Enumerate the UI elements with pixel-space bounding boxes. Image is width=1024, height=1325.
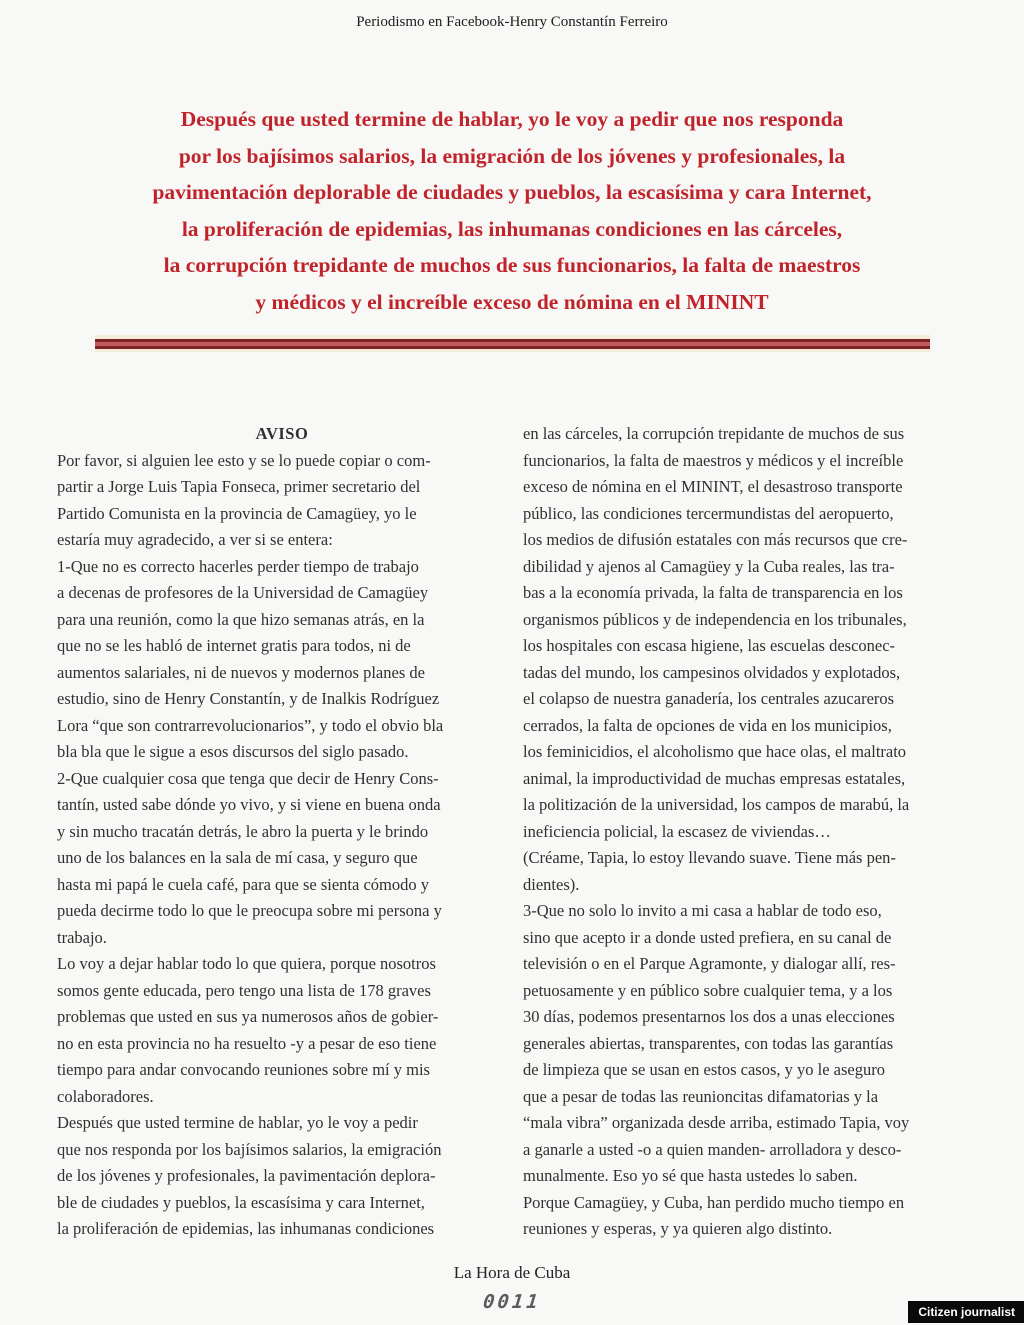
- text-line: 1-Que no es correcto hacerles perder tiempo de trabajo: [57, 556, 419, 576]
- text-line: munalmente. Eso yo sé que hasta ustedes lo saben.: [523, 1166, 858, 1185]
- text-line: estaría muy agradecido, a ver si se entera:: [57, 530, 333, 549]
- text-line: Después que usted termine de hablar, yo le voy a pedir: [57, 1113, 418, 1132]
- text-line: cerrados, la falta de opciones de vida en los municipios,: [523, 715, 892, 735]
- text-line: Por favor, si alguien lee esto y se lo puede copiar o com-: [57, 450, 431, 470]
- text-line: de los jóvenes y profesionales, la pavimentación deplora-: [57, 1166, 436, 1185]
- text-line: ineficiencia policial, la escasez de viviendas…: [523, 821, 831, 841]
- text-line: tiempo para andar convocando reuniones sobre mí y mis: [57, 1060, 430, 1079]
- text-line: televisión o en el Parque Agramonte, y dialogar allí, res-: [523, 954, 896, 973]
- left-column: [57, 421, 507, 1243]
- text-line: los medios de difusión estatales con más recursos que cre-: [523, 530, 908, 549]
- aviso-heading: AVISO: [255, 424, 309, 443]
- text-line: a ganarle a usted -o a quien manden- arrolladora y desco-: [523, 1139, 902, 1159]
- text-line: aumentos salariales, ni de nuevos y modernos planes de: [57, 662, 425, 682]
- text-line: para una reunión, como la que hizo semanas atrás, en la: [57, 609, 425, 629]
- headline-quote: [70, 101, 954, 320]
- text-line: problemas que usted en sus ya numerosos años de gobier-: [57, 1007, 439, 1026]
- text-line: sino que acepto ir a donde usted prefiera, en su canal de: [523, 927, 892, 947]
- left-column-text: [57, 448, 507, 1243]
- text-line: 2-Que cualquier cosa que tenga que decir de Henry Cons-: [57, 768, 439, 788]
- text-line: y sin mucho tracatán detrás, le abro la puerta y le brindo: [57, 821, 429, 841]
- text-line: que no se les habló de internet gratis para todos, ni de: [57, 636, 411, 655]
- text-line: (Créame, Tapia, lo estoy llevando suave. Tiene más pen-: [523, 848, 896, 867]
- text-line: por los bajísimos salarios, la emigración de los jóvenes y profesionales, la: [178, 143, 846, 168]
- text-line: Después que usted termine de hablar, yo le voy a pedir que nos responda: [180, 107, 844, 131]
- text-line: reuniones y esperas, y ya quieren algo distinto.: [523, 1219, 833, 1238]
- text-line: dibilidad y ajenos al Camagüey y la Cuba reales, las tra-: [523, 556, 895, 576]
- right-column: [523, 421, 993, 1243]
- text-line: Lora “que son contrarrevolucionarios”, y todo el obvio bla: [57, 715, 444, 735]
- text-line: los hospitales con escasa higiene, las escuelas desconec-: [523, 636, 896, 655]
- text-line: organismos públicos y de independencia en los tribunales,: [523, 609, 907, 629]
- text-line: y médicos y el increíble exceso de nómina en el MININT: [255, 289, 769, 314]
- text-line: 30 días, podemos presentarnos los dos a unas elecciones: [523, 1007, 895, 1026]
- text-line: que a pesar de todas las reunioncitas difamatorias y la: [523, 1086, 879, 1106]
- text-line: exceso de nómina en el MININT, el desastroso transporte: [523, 477, 903, 496]
- text-line: uno de los balances en la sala de mí casa, y seguro que: [57, 848, 418, 867]
- text-line: hasta mi papá le cuela café, para que se sienta cómodo y: [57, 874, 429, 894]
- text-line: en las cárceles, la corrupción trepidante de muchos de sus: [523, 424, 905, 443]
- text-line: animal, la improductividad de muchas empresas estatales,: [523, 768, 906, 788]
- text-line: los feminicidios, el alcoholismo que hace olas, el maltrato: [523, 742, 907, 761]
- text-line: de limpieza que se usan en estos casos, y yo le aseguro: [523, 1060, 885, 1079]
- text-line: estudio, sino de Henry Constantín, y de Inalkis Rodríguez: [57, 689, 440, 708]
- text-line: colaboradores.: [57, 1086, 154, 1106]
- body-columns: [57, 421, 993, 1243]
- text-line: ble de ciudades y pueblos, la escasísima y cara Internet,: [57, 1192, 425, 1212]
- text-line: tantín, usted sabe dónde yo vivo, y si viene en buena onda: [57, 795, 441, 814]
- text-line: somos gente educada, pero tengo una lista de 178 graves: [57, 980, 431, 1000]
- citizen-journalist-badge: Citizen journalist: [908, 1301, 1024, 1323]
- text-line: la proliferación de epidemias, las inhumanas condiciones en las cárceles,: [181, 216, 843, 241]
- text-line: bas a la economía privada, la falta de transparencia en los: [523, 583, 903, 602]
- text-line: partir a Jorge Luis Tapia Fonseca, primer secretario del: [57, 477, 421, 496]
- right-column-text: [523, 421, 993, 1243]
- text-line: funcionarios, la falta de maestros y médicos y el increíble: [523, 450, 904, 470]
- text-line: pavimentación deplorable de ciudades y pueblos, la escasísima y cara Internet,: [152, 180, 872, 204]
- publication-name: La Hora de Cuba: [453, 1263, 571, 1282]
- text-line: petuosamente y en público sobre cualquier tema, y a los: [523, 980, 893, 1000]
- text-line: “mala vibra” organizada desde arriba, estimado Tapia, voy: [523, 1113, 910, 1132]
- page-title: Periodismo en Facebook-Henry Constantín Ferreiro: [356, 14, 668, 30]
- text-line: pueda decirme todo lo que le preocupa sobre mi persona y: [57, 901, 442, 920]
- text-line: la corrupción trepidante de muchos de sus funcionarios, la falta de maestros: [163, 253, 861, 277]
- text-line: a decenas de profesores de la Universidad de Camagüey: [57, 583, 429, 602]
- text-line: Lo voy a dejar hablar todo lo que quiera, porque nosotros: [57, 954, 436, 973]
- text-line: que nos responda por los bajísimos salarios, la emigración: [57, 1139, 442, 1159]
- page-number: 0011: [481, 1291, 543, 1313]
- text-line: el colapso de nuestra ganadería, los centrales azucareros: [523, 689, 895, 708]
- text-line: la proliferación de epidemias, las inhumanas condiciones: [57, 1219, 435, 1238]
- text-line: la politización de la universidad, los campos de marabú, la: [523, 795, 910, 814]
- text-line: trabajo.: [57, 927, 107, 947]
- red-divider-line: [95, 339, 930, 349]
- text-line: público, las condiciones tercermundistas del aeropuerto,: [523, 503, 894, 523]
- text-line: tadas del mundo, los campesinos olvidados y explotados,: [523, 662, 901, 682]
- text-line: Porque Camagüey, y Cuba, han perdido mucho tiempo en: [523, 1192, 905, 1212]
- red-divider-rule: [95, 335, 930, 352]
- text-line: 3-Que no solo lo invito a mi casa a hablar de todo eso,: [523, 901, 882, 920]
- text-line: generales abiertas, transparentes, con todas las garantías: [523, 1033, 894, 1053]
- text-line: no en esta provincia no ha resuelto -y a pesar de eso tiene: [57, 1033, 437, 1053]
- text-line: bla bla que le sigue a esos discursos del siglo pasado.: [57, 742, 409, 761]
- text-line: dientes).: [523, 874, 580, 894]
- text-line: Partido Comunista en la provincia de Camagüey, yo le: [57, 503, 417, 523]
